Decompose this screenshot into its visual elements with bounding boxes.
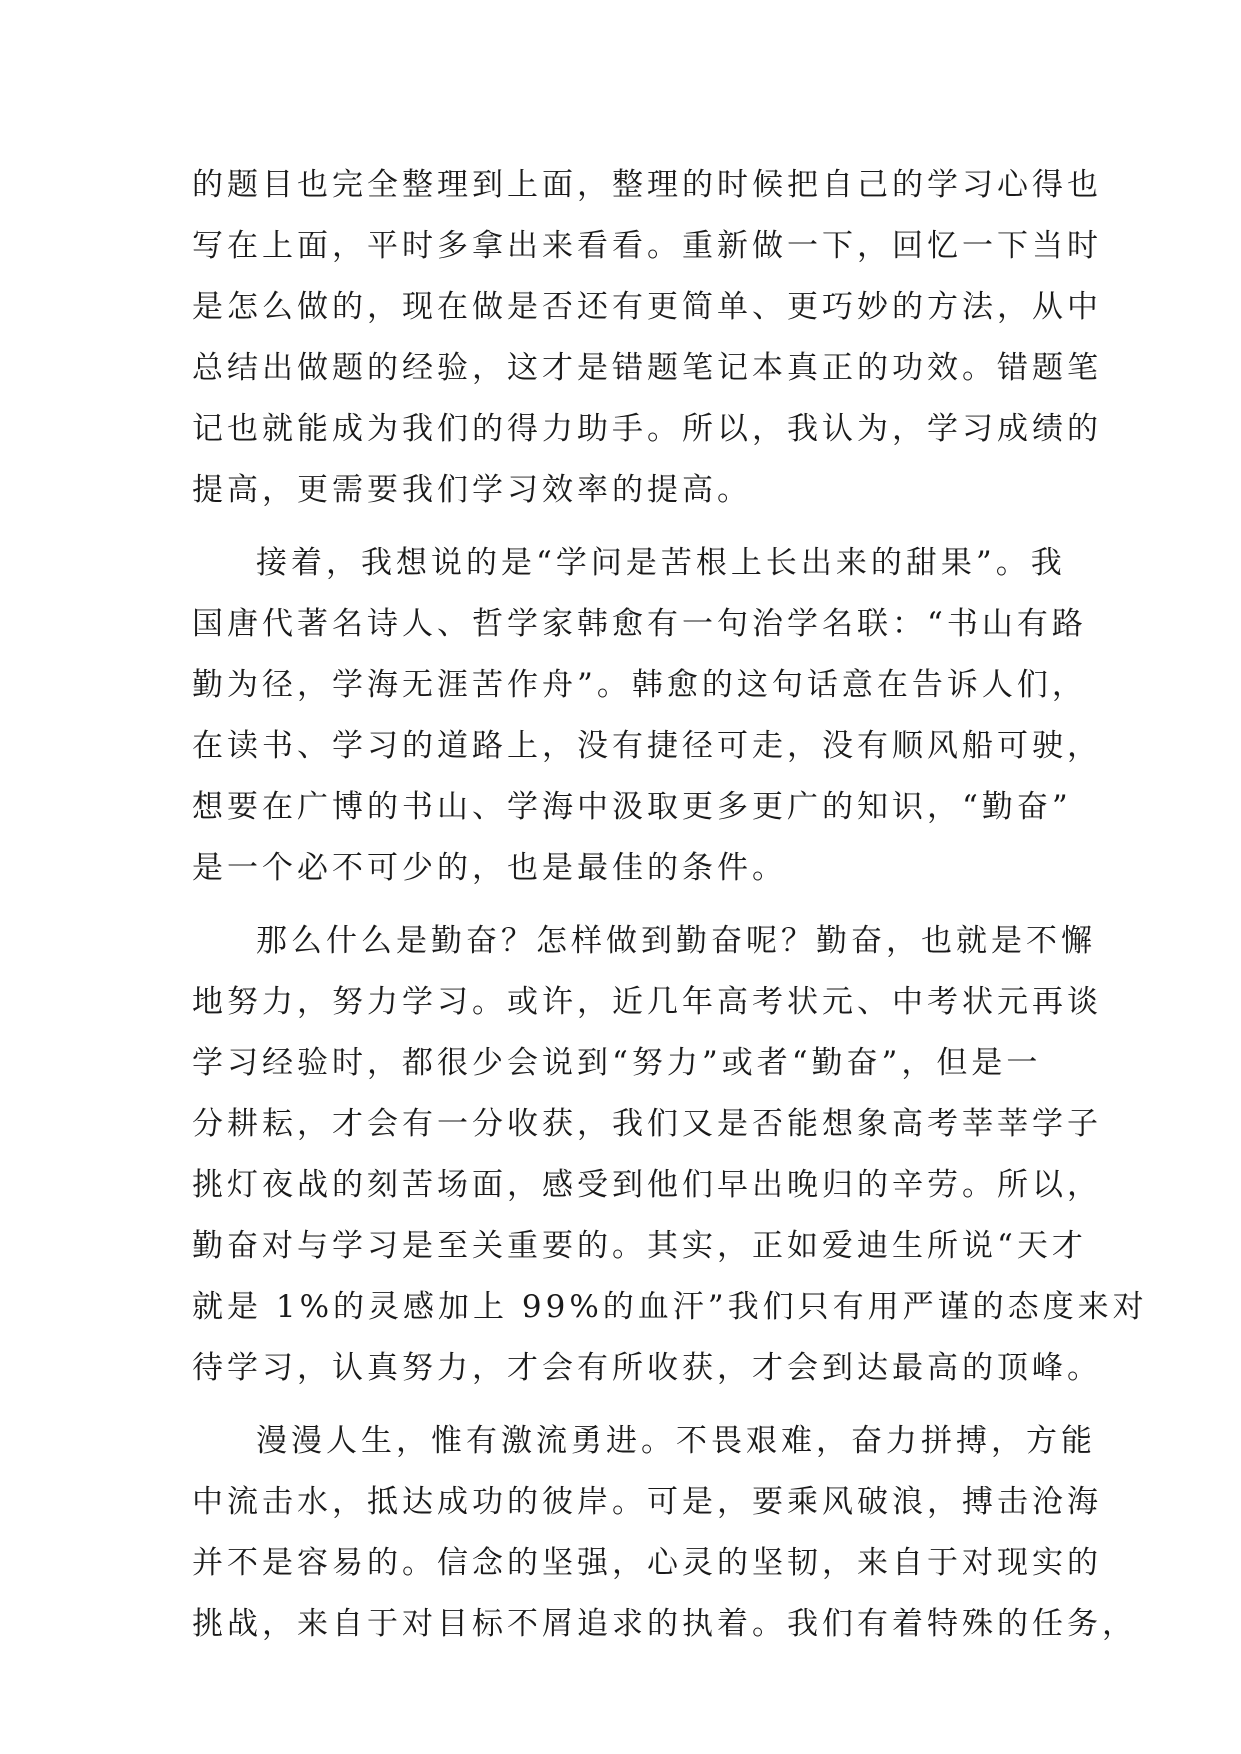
text-line: 勤为径，学海无涯苦作舟”。韩愈的这句话意在告诉人们， bbox=[192, 667, 1087, 703]
paragraph-spacer bbox=[192, 521, 1072, 533]
text-line: 挑灯夜战的刻苦场面，感受到他们早出晚归的辛劳。所以， bbox=[192, 1167, 1102, 1203]
text-line: 那么什么是勤奋？怎样做到勤奋呢？勤奋，也就是不懈 bbox=[256, 923, 1096, 959]
text-line: 是一个必不可少的，也是最佳的条件。 bbox=[192, 850, 787, 886]
text-line: 待学习，认真努力，才会有所收获，才会到达最高的顶峰。 bbox=[192, 1350, 1102, 1386]
paragraph-spacer bbox=[192, 899, 1072, 911]
text-line: 分耕耘，才会有一分收获，我们又是否能想象高考莘莘学子 bbox=[192, 1106, 1102, 1142]
text-line: 地努力，努力学习。或许，近几年高考状元、中考状元再谈 bbox=[192, 984, 1102, 1020]
text-line: 的题目也完全整理到上面，整理的时候把自己的学习心得也 bbox=[192, 167, 1102, 203]
paragraph-2 bbox=[192, 533, 1102, 899]
text-line: 挑战，来自于对目标不屑追求的执着。我们有着特殊的任务， bbox=[192, 1606, 1137, 1642]
text-line: 想要在广博的书山、学海中汲取更多更广的知识，“勤奋” bbox=[192, 789, 1072, 825]
text-line: 提高，更需要我们学习效率的提高。 bbox=[192, 472, 752, 508]
text-line: 是怎么做的，现在做是否还有更简单、更巧妙的方法，从中 bbox=[192, 289, 1102, 325]
text-line: 总结出做题的经验，这才是错题笔记本真正的功效。错题笔 bbox=[192, 350, 1102, 386]
text-line: 学习经验时，都很少会说到“努力”或者“勤奋”，但是一 bbox=[192, 1045, 1042, 1081]
paragraph-4 bbox=[192, 1411, 1137, 1655]
text-line: 国唐代著名诗人、哲学家韩愈有一句治学名联：“书山有路 bbox=[192, 606, 1087, 642]
document-body bbox=[192, 155, 1148, 1655]
text-line: 漫漫人生，惟有激流勇进。不畏艰难，奋力拼搏，方能 bbox=[256, 1423, 1096, 1459]
paragraph-spacer bbox=[192, 1399, 1072, 1411]
text-line: 接着，我想说的是“学问是苦根上长出来的甜果”。我 bbox=[256, 545, 1066, 581]
text-line: 写在上面，平时多拿出来看看。重新做一下，回忆一下当时 bbox=[192, 228, 1102, 264]
text-line: 中流击水，抵达成功的彼岸。可是，要乘风破浪，搏击沧海 bbox=[192, 1484, 1102, 1520]
text-line: 记也就能成为我们的得力助手。所以，我认为，学习成绩的 bbox=[192, 411, 1102, 447]
text-line: 就是 1%的灵感加上 99%的血汗”我们只有用严谨的态度来对 bbox=[192, 1289, 1148, 1325]
text-line: 勤奋对与学习是至关重要的。其实，正如爱迪生所说“天才 bbox=[192, 1228, 1087, 1264]
text-line: 在读书、学习的道路上，没有捷径可走，没有顺风船可驶， bbox=[192, 728, 1102, 764]
paragraph-3 bbox=[192, 911, 1148, 1399]
text-line: 并不是容易的。信念的坚强，心灵的坚韧，来自于对现实的 bbox=[192, 1545, 1102, 1581]
paragraph-1 bbox=[192, 155, 1102, 521]
